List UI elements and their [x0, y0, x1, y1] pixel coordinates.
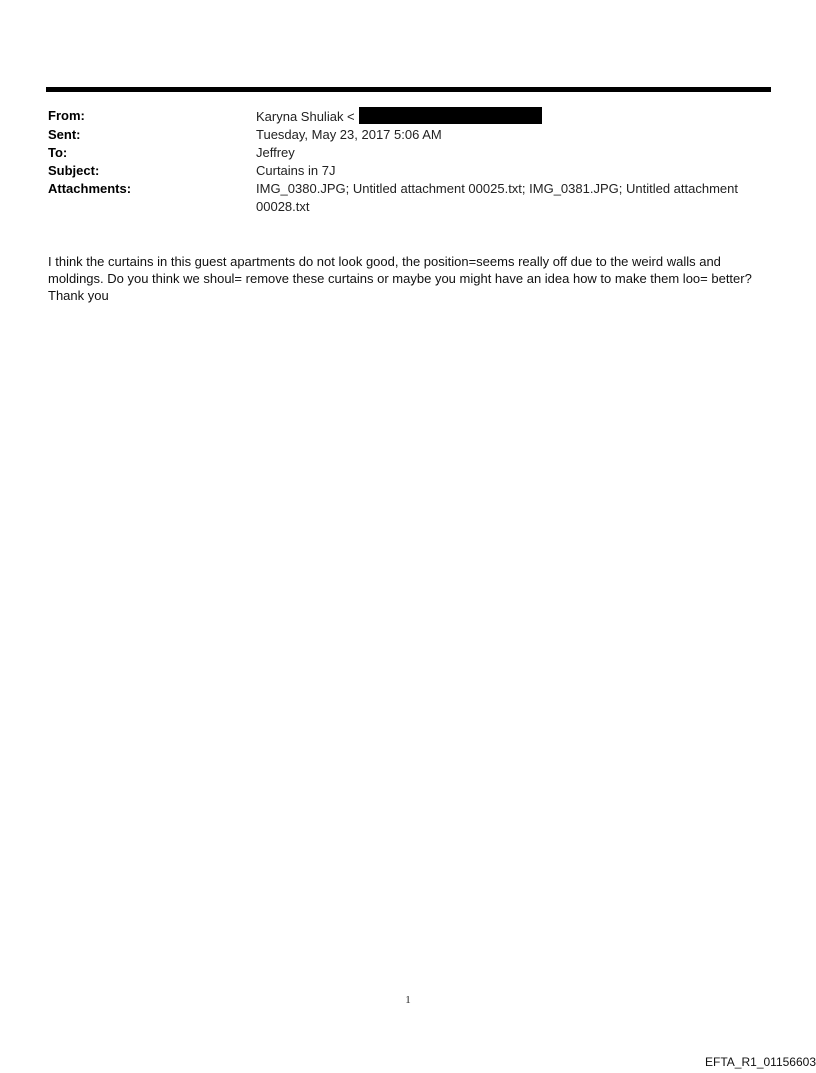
attachments-label: Attachments:: [48, 181, 132, 196]
subject-label: Subject:: [48, 163, 100, 178]
body-signoff: Thank you: [48, 288, 109, 303]
header-divider: [46, 87, 771, 92]
redaction-bar: [359, 107, 542, 124]
to-row: [48, 144, 768, 162]
from-value: [256, 107, 768, 126]
page-number: 1: [405, 994, 411, 1006]
subject-row: [48, 162, 768, 180]
body-paragraph: I think the curtains in this guest apartments do not look good, the position=seems really off due to the weird walls and moldings. Do you think we shoul= remove these curtains or maybe you might have an idea how to make them loo= better?: [48, 254, 752, 286]
bates-stamp: [0, 1055, 816, 1069]
to-label: To:: [48, 145, 68, 160]
attachments-row: [48, 180, 768, 216]
subject-value: Curtains in 7J: [256, 163, 336, 178]
to-value: Jeffrey: [256, 145, 295, 160]
attachments-value: IMG_0380.JPG; Untitled attachment 00025.txt; IMG_0381.JPG; Untitled attachment 00028.txt: [256, 181, 738, 214]
bates-number: EFTA_R1_01156603: [705, 1055, 816, 1069]
email-header: [48, 107, 768, 216]
sent-value: Tuesday, May 23, 2017 5:06 AM: [256, 127, 442, 142]
from-row: [48, 107, 768, 126]
sender-name: Karyna Shuliak <: [256, 109, 355, 124]
from-label: From:: [48, 108, 85, 123]
sent-label: Sent:: [48, 127, 81, 142]
email-body: [48, 253, 768, 304]
sent-row: [48, 126, 768, 144]
